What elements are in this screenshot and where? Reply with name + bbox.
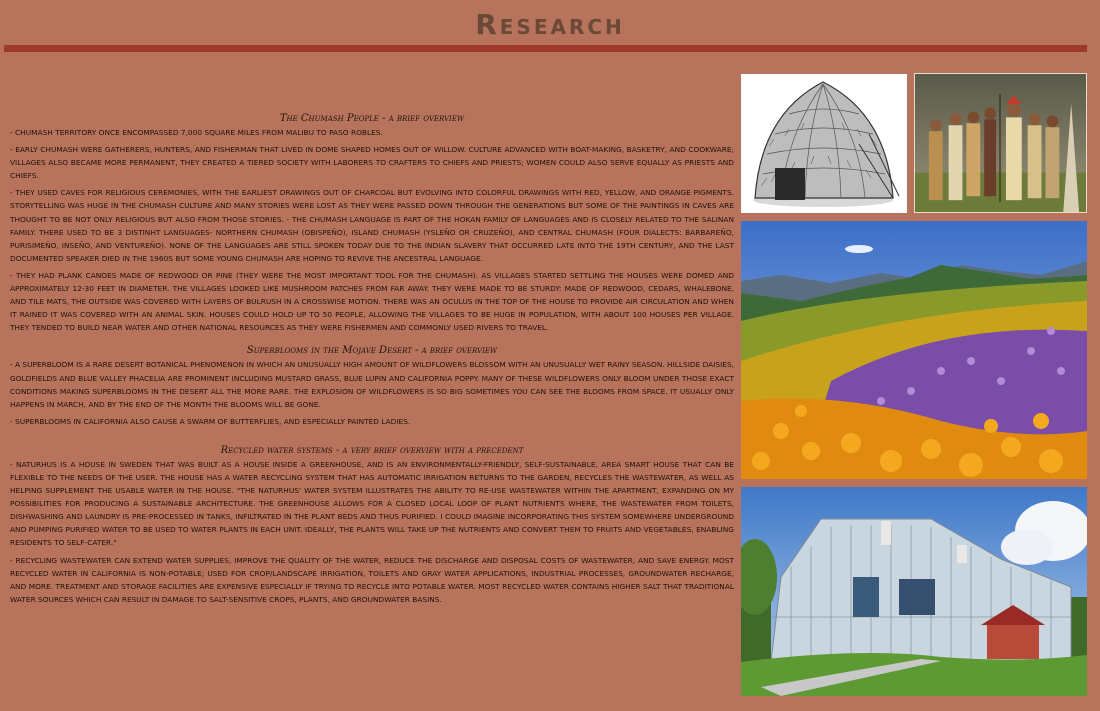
superblooms-paragraph-1: - A SUPERBLOOM IS A RARE DESERT BOTANICAL PHENOMENON IN WHICH AN UNUSUALLY HIGH AMOUNT OF WILDFLOWERS BLOSSOM WITH AN UNUSUALLY WET RAINY SEASON. HILLSIDE DAISIES, GOLDFIELDS AND BLUE VALLEY PHACELIA ARE PROMINENT INCLUDING MUSTARD GRASS, BLUE LUPIN AND CALIFORNIA POPPY. MANY OF THESE WILDFLOWERS ONLY BLOOM UNDER THOSE EXACT CONDITIONS MAKING SUPERBLOOMS IN THE DESERT ALL THE MORE RARE. THE EXPLOSION OF WILDFLOWERS IS SO BIG SOMETIMES YOU CAN SEE THE BLOOMS FROM SPACE. IT USUALLY ONLY HAPPENS IN MARCH, AND BY THE END OF THE MONTH THE BLOOMS WILL BE GONE. (10, 360, 734, 409)
chumash-paragraph-3: - THEY USED CAVES FOR RELIGIOUS CEREMONIES, WITH THE EARLIEST DRAWINGS OUT OF CHARCOAL BUT EVOLVING INTO COLORFUL DRAWINGS WITH RED, YELLOW, AND ORANGE PIGMENTS. STORYTELLING WAS HUGE IN THE CHUMASH CULTURE AND MANY STORIES WERE LOST AS THEY WERE PASSED DOWN THROUGH THE GENERATIONS BUT SOME OF THE PAINTINGS IN CAVES ARE THOUGHT TO BE NOT ONLY RELIGIOUS BUT ALSO FROM THOSE STORIES. - THE CHUMASH LANGUAGE IS PART OF THE HOKAN FAMILY OF LANGUAGES AND IS CLOSELY RELATED TO THE SALINAN FAMILY. THERE USED TO BE 3 DISTINHT LANGUAGES- NORTHERN CHUMASH (OBISPEÑO), ISLAND CHUMASH (YSLEÑO OR CRUZEÑO), AND CENTRAL CHUMASH (FOUR DIALECTS: BARBAREÑO, PURISIMEÑO, INSEÑO, AND VENTUREÑO). NONE OF THE LANGUAGES ARE STILL SPOKEN TODAY DUE TO THE INDIAN SLAVERY THAT OCCURRED LATE INTO THE 19TH CENTURY, AND THE LAST DOCUMENTED SPEAKER DIED IN THE 1960S BUT SOME YOUNG CHUMASH ARE HOPING TO REVIVE THE ANCESTRAL LANGUAGE. (10, 188, 734, 263)
chumash-people-painting (914, 73, 1087, 213)
superblooms-paragraph-2: - SUPERBLOOMS IN CALIFORNIA ALSO CAUSE A SWARM OF BUTTERFLIES, AND ESPECIALLY PAINTED LADIES. (10, 416, 411, 426)
title-divider (4, 45, 1087, 52)
chumash-heading: The Chumash People - a brief overview (279, 113, 465, 124)
superbloom-photo (741, 221, 1087, 479)
water-paragraph-2: - RECYCLING WASTEWATER CAN EXTEND WATER SUPPLIES, IMPROVE THE QUALITY OF THE WATER, REDUCE THE DISCHARGE AND DISPOSAL COSTS OF WASTEWATER, AND SAVE ENERGY. MOST RECYCLED WATER IN CALIFORNIA IS NON-POTABLE; USED FOR CROP/LANDSCAPE IRRIGATION, TOILETS AND GRAY WATER APPLICATIONS, INDUSTRIAL PROCESSES, GROUNDWATER RECHARGE, AND MORE. TREATMENT AND STORAGE FACILITIES ARE EXPENSIVE ESPECIALLY IF TRYING TO RECYCLE INTO POTABLE WATER. MOST RECYCLED WATER CONTAINS HIGHER SALT THAT TRADITIONAL WATER SOURCES WHICH CAN RESULT IN DAMAGE TO SALT-SENSITIVE CROPS, PLANTS, AND GROUNDWATER BASINS. (10, 555, 734, 604)
chumash-paragraph-1: - CHUMASH TERRITORY ONCE ENCOMPASSED 7,000 SQUARE MILES FROM MALIBU TO PASO ROBLES. (10, 128, 383, 137)
chumash-paragraph-4: - THEY HAD PLANK CANOES MADE OF REDWOOD OR PINE (THEY WERE THE MOST IMPORTANT TOOL FOR THE CHUMASH). AS VILLAGES STARTED SETTLING THE HOUSES WERE DOMED AND APPROXIMATELY 12-30 FEET IN DIAMETER. THE VILLAGES LOOKED LIKE MUSHROOM PATCHES FROM FAR AWAY. THEY WERE MADE TO BE STURDY: MADE OF REDWOOD, CEDARS, WHALEBONE, AND TILE MATS, THE OUTSIDE WAS COVERED WITH LAYERS OF BULRUSH IN A CROSSWISE MOTION. THERE WAS AN OCULUS IN THE TOP OF THE HOUSE TO PROVIDE AIR CIRCULATION AND WHEN IT RAINED IT WAS COVERED WITH AN ANIMAL SKIN. HOUSES COULD HOLD UP TO 50 PEOPLE, ALLOWING THE VILLAGES TO BE HUGE IN POPULATION, WITH ABOUT 100 HOUSES PER VILLAGE. THEY TENDED TO BUILD NEAR WATER AND OTHER NATIONAL RESOURCES AS THEY WERE FISHERMEN AND COMMONLY USED RIVERS TO TRAVEL. (10, 270, 734, 333)
superblooms-heading: Superblooms in the Mojave Desert - a brief overview (246, 345, 498, 357)
chumash-paragraph-2: - EARLY CHUMASH WERE GATHERERS, HUNTERS, AND FISHERMAN THAT LIVED IN DOME SHAPED HOMES OUT OF WILLOW. CULTURE ADVANCED WITH BOAT-MAKING, BASKETRY, AND COOKWARE; VILLAGES ALSO BECAME MORE PERMANENT, THEY CREATED A TIERED SOCIETY WITH LABORERS TO CRAFTERS TO CHIEFS AND PRIESTS; WOMEN COULD ALSO SERVE EQUALLY AS PRIESTS AND CHIEFS. (10, 145, 734, 181)
research-text (10, 112, 734, 610)
naturhus-greenhouse-photo (741, 487, 1087, 696)
water-paragraph-1: - NATURHUS IS A HOUSE IN SWEDEN THAT WAS BUILT AS A HOUSE INSIDE A GREENHOUSE, AND IS AN ENVIRONMENTALLY-FRIENDLY, SELF-SUSTAINABLE, AREA SMART HOUSE THAT CAN BE FLEXIBLE TO THE NEEDS OF THE USER. THE HOUSE HAS A WATER RECYCLING SYSTEM THAT HAS AUTOMATIC IRRIGATION RETURNS TO THE GARDEN, RECYCLES THE WASTEWATER, AS WELL AS HELPING SUPPLEMENT THE USABLE WATER IN THE HOUSE. "THE NATURHUS' WATER SYSTEM ILLUSTRATES THE ABILITY TO RE-USE WASTEWATER WITHIN THE APARTMENT, EXPANDING ON MY POSSIBILITIES FOR PRODUCING A SUSTAINABLE ARCHITECTURE. THE GREENHOUSE ALLOWS FOR A CLOSED LOCAL LOOP OF PLANT NUTRIENTS WHERE, THE WASTEWATER FROM TOILETS, DISHWASHING AND LAUNDRY IS PRE-PROCESSED IN TANKS, INFILTRATED IN THE PLANT BEDS AND THUS PURIFIED. I COULD IMAGINE INCORPORATING THIS SYSTEM SOMEWHERE UNDERGROUND AND PUMPING PURIFIED WATER TO BE USED TO WATER PLANTS IN EACH UNIT. IDEALLY, THE PLANTS WILL TAKE UP THE NUTRIENTS AND CONVERT THEM TO FRUITS AND VEGETABLES, ENABLING RESIDENTS TO SELF-CATER." (10, 459, 734, 548)
water-heading: Recycled water systems - a very brief overview with a precedent (220, 444, 524, 456)
page-title: Research (475, 8, 625, 41)
chumash-hut-sketch (741, 74, 907, 213)
